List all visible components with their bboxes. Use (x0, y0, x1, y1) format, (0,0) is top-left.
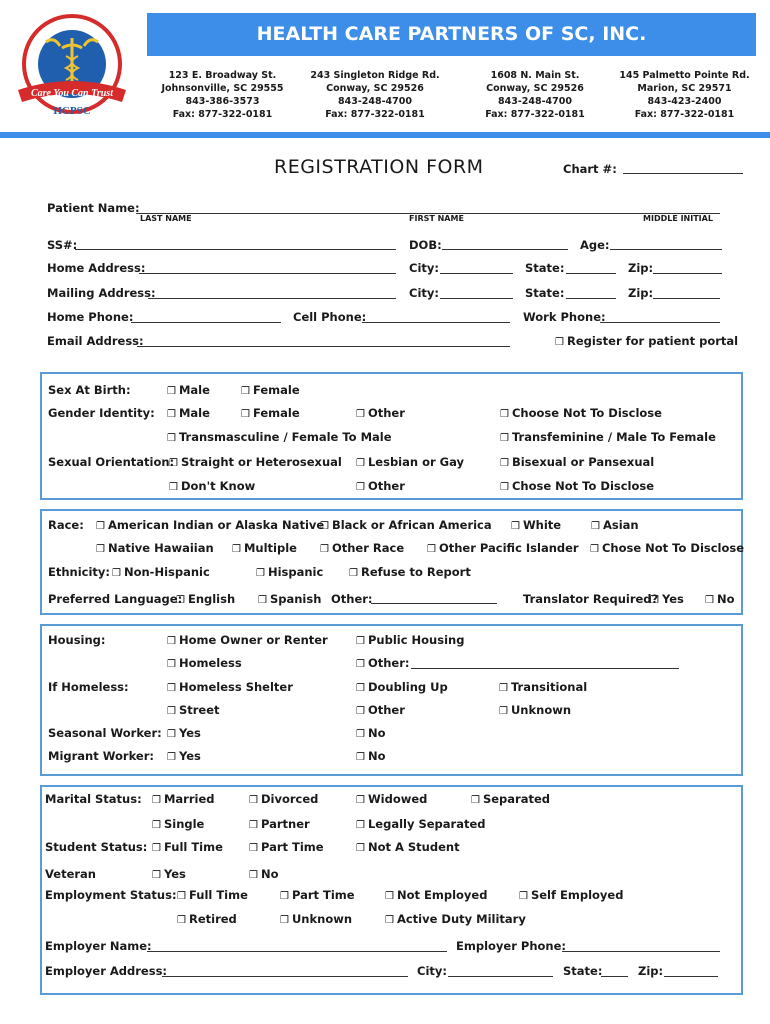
employment-active-duty-checkbox[interactable]: ❒ Active Duty Military (385, 912, 526, 926)
employer-zip-field[interactable] (664, 976, 718, 977)
gender-identity-label: Gender Identity: (48, 406, 155, 420)
home-address-field[interactable] (139, 273, 396, 274)
home-zip-label: Zip: (628, 261, 654, 275)
employer-phone-label: Employer Phone: (456, 939, 566, 953)
svg-text:Care You Can Trust: Care You Can Trust (31, 88, 113, 99)
ethnicity-non-hispanic-checkbox[interactable]: ❒ Non-Hispanic (112, 565, 210, 579)
home-zip-field[interactable] (653, 273, 722, 274)
translator-yes-checkbox[interactable]: ❒ Yes (650, 592, 684, 606)
employer-state-label: State: (563, 964, 603, 978)
home-city-label: City: (409, 261, 439, 275)
ssn-label: SS#: (47, 238, 78, 252)
home-phone-field[interactable] (131, 322, 281, 323)
if-homeless-label: If Homeless: (48, 680, 129, 694)
home-state-field[interactable] (566, 273, 616, 274)
gender-male-checkbox[interactable]: ❒ Male (167, 406, 210, 420)
race-native-hawaiian-checkbox[interactable]: ❒ Native Hawaiian (96, 541, 214, 555)
home-city-field[interactable] (440, 273, 513, 274)
race-chose-not-checkbox[interactable]: ❒ Chose Not To Disclose (590, 541, 744, 555)
age-label: Age: (580, 238, 610, 252)
housing-homeless-checkbox[interactable]: ❒ Homeless (167, 656, 242, 670)
student-not-student-checkbox[interactable]: ❒ Not A Student (356, 840, 460, 854)
language-spanish-checkbox[interactable]: ❒ Spanish (258, 592, 321, 606)
home-address-label: Home Address: (47, 261, 146, 275)
employment-status-label: Employment Status: (45, 888, 177, 902)
homeless-transitional-checkbox[interactable]: ❒ Transitional (499, 680, 587, 694)
gender-female-checkbox[interactable]: ❒ Female (241, 406, 300, 420)
employer-address-label: Employer Address: (45, 964, 168, 978)
mailing-address-field[interactable] (148, 298, 396, 299)
logo-seal-icon (8, 6, 136, 124)
race-other-checkbox[interactable]: ❒ Other Race (320, 541, 404, 555)
mailing-zip-label: Zip: (628, 286, 654, 300)
mailing-state-label: State: (525, 286, 565, 300)
ssn-field[interactable] (75, 249, 396, 250)
orientation-straight-checkbox[interactable]: ❒ Straight or Heterosexual (169, 455, 342, 469)
svg-text:HCPSC: HCPSC (53, 105, 91, 117)
homeless-unknown-checkbox[interactable]: ❒ Unknown (499, 703, 571, 717)
employment-part-time-checkbox[interactable]: ❒ Part Time (280, 888, 355, 902)
housing-owner-checkbox[interactable]: ❒ Home Owner or Renter (167, 633, 328, 647)
office-marion: 145 Palmetto Pointe Rd. Marion, SC 29571 843-423-2400 Fax: 877-322-0181 (619, 70, 750, 120)
employment-self-employed-checkbox[interactable]: ❒ Self Employed (519, 888, 623, 902)
seasonal-yes-checkbox[interactable]: ❒ Yes (167, 726, 201, 740)
homeless-shelter-checkbox[interactable]: ❒ Homeless Shelter (167, 680, 293, 694)
marital-widowed-checkbox[interactable]: ❒ Widowed (356, 792, 427, 806)
employer-city-field[interactable] (448, 976, 553, 977)
housing-other-field[interactable] (411, 668, 679, 669)
mailing-zip-field[interactable] (653, 298, 720, 299)
housing-public-checkbox[interactable]: ❒ Public Housing (356, 633, 464, 647)
race-other-pacific-checkbox[interactable]: ❒ Other Pacific Islander (427, 541, 579, 555)
orientation-bisexual-checkbox[interactable]: ❒ Bisexual or Pansexual (500, 455, 654, 469)
dob-label: DOB: (409, 238, 442, 252)
mailing-address-label: Mailing Address: (47, 286, 156, 300)
migrant-yes-checkbox[interactable]: ❒ Yes (167, 749, 201, 763)
sex-male-checkbox[interactable]: ❒ Male (167, 383, 210, 397)
organization-name-banner (147, 13, 756, 56)
translator-label: Translator Required? (523, 592, 659, 606)
email-label: Email Address: (47, 334, 144, 348)
homeless-street-checkbox[interactable]: ❒ Street (167, 703, 220, 717)
ethnicity-label: Ethnicity: (48, 565, 111, 579)
employer-phone-field[interactable] (562, 951, 720, 952)
language-other-label: Other: (331, 592, 373, 606)
student-full-time-checkbox[interactable]: ❒ Full Time (152, 840, 223, 854)
marital-separated-checkbox[interactable]: ❒ Separated (471, 792, 550, 806)
chart-number-label: Chart #: (563, 162, 617, 176)
last-name-caption: LAST NAME (140, 214, 192, 223)
veteran-label: Veteran (45, 867, 96, 881)
marital-status-label: Marital Status: (45, 792, 142, 806)
housing-label: Housing: (48, 633, 106, 647)
seasonal-no-checkbox[interactable]: ❒ No (356, 726, 386, 740)
student-status-label: Student Status: (45, 840, 148, 854)
sex-female-checkbox[interactable]: ❒ Female (241, 383, 300, 397)
orientation-dont-know-checkbox[interactable]: ❒ Don't Know (169, 479, 255, 493)
home-phone-label: Home Phone: (47, 310, 134, 324)
migrant-no-checkbox[interactable]: ❒ No (356, 749, 386, 763)
race-label: Race: (48, 518, 84, 532)
first-name-caption: FIRST NAME (409, 214, 464, 223)
homeless-other-checkbox[interactable]: ❒ Other (356, 703, 405, 717)
race-white-checkbox[interactable]: ❒ White (511, 518, 561, 532)
veteran-no-checkbox[interactable]: ❒ No (249, 867, 279, 881)
marital-single-checkbox[interactable]: ❒ Single (152, 817, 204, 831)
orientation-chose-not-checkbox[interactable]: ❒ Chose Not To Disclose (500, 479, 654, 493)
homeless-doubling-checkbox[interactable]: ❒ Doubling Up (356, 680, 448, 694)
preferred-language-label: Preferred Language: (48, 592, 183, 606)
work-phone-field[interactable] (600, 322, 720, 323)
employer-address-field[interactable] (162, 976, 408, 977)
work-phone-label: Work Phone: (523, 310, 606, 324)
middle-initial-caption: MIDDLE INITIAL (643, 214, 713, 223)
marital-legally-separated-checkbox[interactable]: ❒ Legally Separated (356, 817, 486, 831)
home-state-label: State: (525, 261, 565, 275)
form-title: REGISTRATION FORM (274, 156, 484, 178)
office-johnsonville: 123 E. Broadway St. Johnsonville, SC 29555 843-386-3573 Fax: 877-322-0181 (161, 70, 284, 120)
orientation-other-checkbox[interactable]: ❒ Other (356, 479, 405, 493)
cell-phone-field[interactable] (362, 322, 510, 323)
dob-field[interactable] (442, 249, 568, 250)
gender-transfeminine-checkbox[interactable]: ❒ Transfeminine / Male To Female (500, 430, 716, 444)
sexual-orientation-label: Sexual Orientation: (48, 455, 175, 469)
marital-divorced-checkbox[interactable]: ❒ Divorced (249, 792, 318, 806)
race-multiple-checkbox[interactable]: ❒ Multiple (232, 541, 297, 555)
orientation-lesbian-checkbox[interactable]: ❒ Lesbian or Gay (356, 455, 464, 469)
seasonal-worker-label: Seasonal Worker: (48, 726, 162, 740)
employer-name-field[interactable] (147, 951, 447, 952)
gender-other-checkbox[interactable]: ❒ Other (356, 406, 405, 420)
gender-transmasculine-checkbox[interactable]: ❒ Transmasculine / Female To Male (167, 430, 392, 444)
student-part-time-checkbox[interactable]: ❒ Part Time (249, 840, 324, 854)
employment-unknown-checkbox[interactable]: ❒ Unknown (280, 912, 352, 926)
ethnicity-refuse-checkbox[interactable]: ❒ Refuse to Report (349, 565, 471, 579)
ethnicity-hispanic-checkbox[interactable]: ❒ Hispanic (256, 565, 323, 579)
patient-name-label: Patient Name: (47, 201, 140, 215)
employment-retired-checkbox[interactable]: ❒ Retired (177, 912, 237, 926)
migrant-worker-label: Migrant Worker: (48, 749, 154, 763)
language-english-checkbox[interactable]: ❒ English (176, 592, 235, 606)
portal-checkbox[interactable]: ❒ Register for patient portal (555, 334, 738, 348)
mailing-city-field[interactable] (440, 298, 513, 299)
organization-name: HEALTH CARE PARTNERS OF SC, INC. (256, 23, 647, 45)
email-field[interactable] (137, 346, 510, 347)
employer-name-label: Employer Name: (45, 939, 152, 953)
cell-phone-label: Cell Phone: (293, 310, 367, 324)
employer-state-field[interactable] (601, 976, 628, 977)
gender-choose-not-checkbox[interactable]: ❒ Choose Not To Disclose (500, 406, 662, 420)
housing-other-checkbox[interactable]: ❒ Other: (356, 656, 410, 670)
language-other-field[interactable] (371, 603, 497, 604)
mailing-city-label: City: (409, 286, 439, 300)
office-conway-main: 1608 N. Main St. Conway, SC 29526 843-248-4700 Fax: 877-322-0181 (485, 70, 585, 120)
race-american-indian-checkbox[interactable]: ❒ American Indian or Alaska Native (96, 518, 324, 532)
header-divider (0, 132, 770, 138)
employment-not-employed-checkbox[interactable]: ❒ Not Employed (385, 888, 487, 902)
race-black-checkbox[interactable]: ❒ Black or African America (320, 518, 492, 532)
employment-full-time-checkbox[interactable]: ❒ Full Time (177, 888, 248, 902)
employer-city-label: City: (417, 964, 447, 978)
marital-partner-checkbox[interactable]: ❒ Partner (249, 817, 310, 831)
mailing-state-field[interactable] (566, 298, 616, 299)
sex-at-birth-label: Sex At Birth: (48, 383, 131, 397)
translator-no-checkbox[interactable]: ❒ No (705, 592, 735, 606)
employer-zip-label: Zip: (638, 964, 664, 978)
race-asian-checkbox[interactable]: ❒ Asian (591, 518, 639, 532)
logo (8, 6, 136, 124)
age-field[interactable] (610, 249, 722, 250)
chart-number-field[interactable] (623, 173, 743, 174)
veteran-yes-checkbox[interactable]: ❒ Yes (152, 867, 186, 881)
marital-married-checkbox[interactable]: ❒ Married (152, 792, 215, 806)
office-conway-singleton: 243 Singleton Ridge Rd. Conway, SC 29526 843-248-4700 Fax: 877-322-0181 (310, 70, 440, 120)
